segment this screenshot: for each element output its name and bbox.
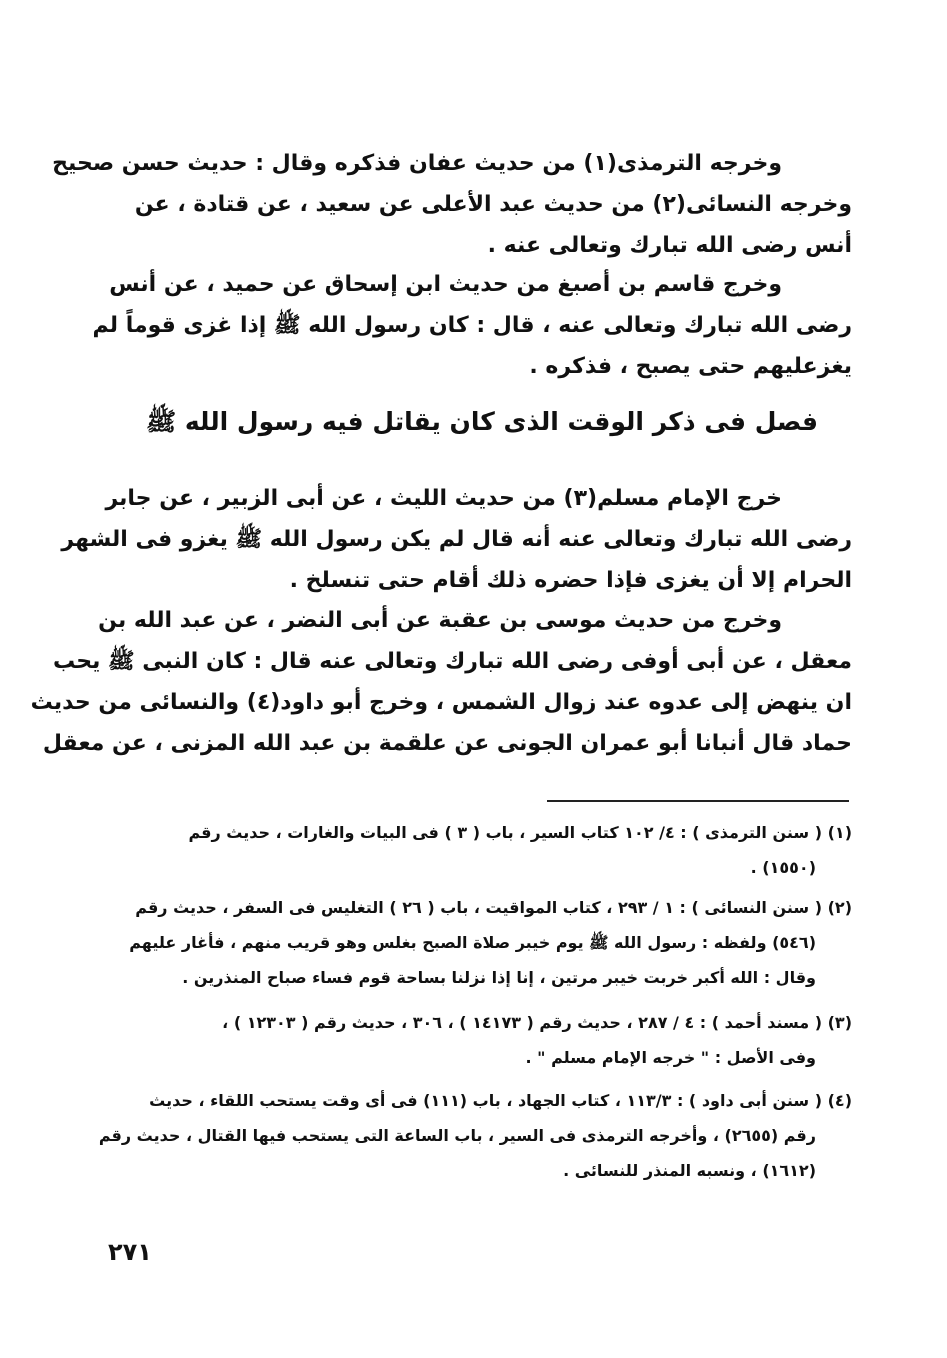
section-paragraph-2: [30, 600, 852, 764]
footnote-line: رقم (٢٦٥٥) ، وأخرجه الترمذى فى السير ، باب الساعة التى يستحب فيها القتال ، حديث رقم: [98, 1126, 816, 1145]
text-line: ان ينهض إلى عدوه عند زوال الشمس ، وخرج أبو داود(٤) والنسائى من حديث: [30, 690, 852, 715]
text-line: أنس رضى الله تبارك وتعالى عنه .: [487, 233, 852, 258]
footnote-line: وفى الأصل : " خرجه الإمام مسلم " .: [525, 1048, 816, 1067]
footnote-4: [98, 1083, 852, 1188]
text-line: وخرج قاسم بن أصبغ من حديث ابن إسحاق عن حميد ، عن أنس: [109, 272, 782, 297]
page-number: ٢٧١: [108, 1238, 152, 1266]
text-line: الحرام إلا أن يغزى فإذا حضره ذلك أقام حتى تنسلخ .: [289, 568, 852, 593]
footnote-line: (٢) ( سنن النسائى ) : ١ / ٢٩٣ ، كتاب المواقيت ، باب ( ٢٦ ) التغليس فى السفر ، حديث رقم: [135, 898, 852, 917]
body-paragraph-1: [52, 143, 852, 266]
body-paragraph-2: [92, 264, 852, 387]
text-line: وخرج من حديث موسى بن عقبة عن أبى النضر ، عن عبد الله بن: [98, 608, 782, 633]
footnote-line: وقال : الله أكبر خربت خيبر مرتين ، إنا إذا نزلنا بساحة قوم فساء صباح المنذرين .: [182, 968, 816, 987]
section-heading: فصل فى ذكر الوقت الذى كان يقاتل فيه رسول الله ﷺ: [145, 407, 819, 436]
footnote-line: (٥٤٦) ولفظه : رسول الله ﷺ يوم خيبر صلاة الصبح بغلس وهو قريب منهم ، فأغار عليهم: [129, 933, 816, 952]
footnote-2: [112, 890, 852, 995]
footnote-separator: [547, 800, 849, 802]
footnote-line: (٤) ( سنن أبى داود ) : ١١٣/٣ ، كتاب الجهاد ، باب (١١١) فى أى وقت يستحب اللقاء ، حديث: [149, 1091, 852, 1110]
text-line: رضى الله تبارك وتعالى عنه أنه قال لم يكن رسول الله ﷺ يغزو فى الشهر: [61, 527, 852, 552]
footnote-line: (١٦١٢) ، ونسبه المنذر للنسائى .: [563, 1161, 816, 1180]
text-line: خرج الإمام مسلم(٣) من حديث الليث ، عن أبى الزبير ، عن جابر: [105, 486, 782, 511]
text-line: يغزعليهم حتى يصبح ، فذكره .: [529, 354, 852, 379]
footnote-line: (٣) ( مسند أحمد ) : ٤ / ٢٨٧ ، حديث رقم ( ١٤١٧٣ ) ، ٣٠٦ ، حديث رقم ( ١٢٣٠٣ ) ،: [222, 1013, 852, 1032]
text-line: معقل ، عن أبى أوفى رضى الله تبارك وتعالى عنه قال : كان النبى ﷺ يحب: [52, 649, 852, 674]
footnote-line: (١) ( سنن الترمذى ) : ٤/ ١٠٢ كتاب السير ، باب ( ٣ ) فى البيات والغارات ، حديث رقم: [188, 823, 852, 842]
text-line: حماد قال أنبانا أبو عمران الجونى عن علقمة بن عبد الله المزنى ، عن معقل: [42, 731, 852, 756]
footnote-1: [112, 815, 852, 885]
footnote-line: (١٥٥٠) .: [750, 858, 816, 877]
text-line: وخرجه الترمذى(١) من حديث عفان فذكره وقال : حديث حسن صحيح: [52, 151, 782, 176]
text-line: رضى الله تبارك وتعالى عنه ، قال : كان رسول الله ﷺ إذا غزى قوماً لم: [92, 313, 852, 338]
footnote-3: [112, 1005, 852, 1075]
section-paragraph-1: [61, 478, 852, 601]
text-line: وخرجه النسائى(٢) من حديث عبد الأعلى عن سعيد ، عن قتادة ، عن: [134, 192, 852, 217]
